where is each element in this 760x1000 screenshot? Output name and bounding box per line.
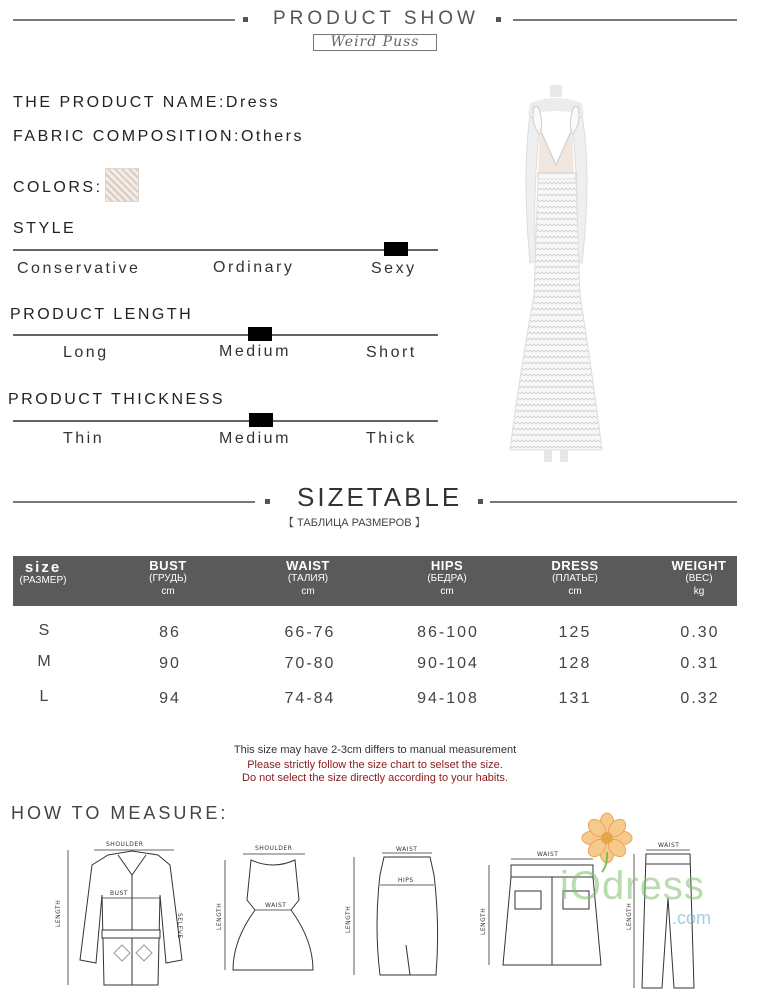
length-option-short: Short xyxy=(366,344,417,361)
th-size-ru: (РАЗМЕР) xyxy=(19,575,67,586)
th-weight-ru: (ВЕС) xyxy=(685,573,713,584)
sizetable-dot-left xyxy=(265,499,270,504)
header-dot-left xyxy=(243,17,248,22)
cell-weight: 0.30 xyxy=(680,624,720,641)
jacket-measure-diagram xyxy=(48,835,198,995)
th-dress-ru: (ПЛАТЬЕ) xyxy=(552,573,598,584)
fabric-row xyxy=(13,128,304,146)
cell-dress: 128 xyxy=(558,655,592,672)
cell-dress: 131 xyxy=(558,690,592,707)
dress-waist-label: WAIST xyxy=(265,902,287,909)
product-name-value: Dress xyxy=(225,94,281,111)
th-waist-ru: (ТАЛИЯ) xyxy=(287,573,329,584)
cell-size: L xyxy=(39,688,51,705)
mini-waist-label: WAIST xyxy=(537,851,559,858)
thickness-option-thin: Thin xyxy=(63,430,105,447)
cell-size: S xyxy=(38,622,52,639)
jacket-sleeve-label: SELEVE xyxy=(176,913,183,939)
skirt-length-label: LENGTH xyxy=(345,905,352,933)
color-swatch[interactable] xyxy=(105,168,139,202)
th-hips-main: HIPS xyxy=(430,558,464,573)
th-size xyxy=(13,561,73,587)
length-label: PRODUCT LENGTH xyxy=(10,306,194,323)
style-scale-line xyxy=(13,249,438,251)
header-dot-right xyxy=(496,17,501,22)
cell-waist: 70-80 xyxy=(284,655,336,672)
style-marker xyxy=(384,242,408,256)
page-title: PRODUCT SHOW xyxy=(273,8,479,29)
th-hips-unit: cm xyxy=(440,586,454,597)
th-bust-main: BUST xyxy=(149,558,187,573)
cell-hips: 86-100 xyxy=(417,624,479,641)
thickness-label: PRODUCT THICKNESS xyxy=(8,391,226,408)
style-option-conservative: Conservative xyxy=(17,260,141,277)
length-scale-line xyxy=(13,334,438,336)
trousers-waist-label: WAIST xyxy=(658,842,680,849)
style-label: STYLE xyxy=(13,220,77,237)
th-bust xyxy=(128,559,208,598)
th-bust-ru: (ГРУДЬ) xyxy=(149,573,187,584)
fabric-label: FABRIC COMPOSITION: xyxy=(13,128,241,145)
th-hips-ru: (БЕДРА) xyxy=(427,573,467,584)
style-option-ordinary: Ordinary xyxy=(213,259,295,276)
th-bust-unit: cm xyxy=(161,586,175,597)
warning-note-1: Please strictly follow the size chart to selset the size. xyxy=(247,759,503,771)
cell-weight: 0.32 xyxy=(680,690,720,707)
dress-measure-diagram xyxy=(215,840,315,985)
cell-bust: 86 xyxy=(159,624,181,641)
th-hips xyxy=(407,559,487,598)
mini-length-label: LENGTH xyxy=(480,907,487,935)
th-waist-main: WAIST xyxy=(286,558,330,573)
th-size-main: size xyxy=(24,559,62,576)
fabric-value: Others xyxy=(240,128,304,145)
th-weight xyxy=(661,559,737,598)
jacket-shoulder-label: SHOULDER xyxy=(106,841,144,848)
sizetable-dot-right xyxy=(478,499,483,504)
product-image xyxy=(500,85,610,470)
brand-watermark xyxy=(560,812,730,942)
product-name-label: THE PRODUCT NAME: xyxy=(13,94,226,111)
th-waist-unit: cm xyxy=(301,586,315,597)
th-dress xyxy=(535,559,615,598)
colors-label: COLORS: xyxy=(13,179,103,196)
brand-watermark-text: iOdress xyxy=(560,864,705,908)
size-table-header xyxy=(13,556,737,606)
how-to-measure-title: HOW TO MEASURE: xyxy=(11,803,229,823)
thickness-scale-line xyxy=(13,420,438,422)
cell-size: M xyxy=(37,653,53,670)
sizetable-rule-left xyxy=(13,501,255,503)
thickness-marker xyxy=(249,413,273,427)
cell-hips: 94-108 xyxy=(417,690,479,707)
sizetable-title: SIZETABLE xyxy=(297,482,463,512)
cell-dress: 125 xyxy=(558,624,592,641)
length-option-long: Long xyxy=(63,344,109,361)
th-weight-unit: kg xyxy=(693,586,705,597)
trousers-length-label: LENGTH xyxy=(626,902,633,930)
style-option-sexy: Sexy xyxy=(371,260,417,277)
skirt-measure-diagram xyxy=(340,845,450,985)
product-name-row xyxy=(13,94,280,112)
sizetable-rule-right xyxy=(490,501,737,503)
flower-logo-icon xyxy=(572,812,642,872)
jacket-length-label: LENGTH xyxy=(55,899,62,927)
dress-length-label: LENGTH xyxy=(216,902,223,930)
brand-subtitle: Weird Puss xyxy=(313,34,437,51)
th-dress-main: DRESS xyxy=(551,558,599,573)
th-weight-main: WEIGHT xyxy=(671,558,727,573)
length-marker xyxy=(248,327,272,341)
skirt-hips-label: HIPS xyxy=(398,877,414,884)
cell-bust: 94 xyxy=(159,690,181,707)
jacket-bust-label: BUST xyxy=(110,890,128,897)
header-rule-left xyxy=(13,19,235,21)
length-option-medium: Medium xyxy=(219,343,291,360)
dress-shoulder-label: SHOULDER xyxy=(255,845,293,852)
measurement-note: This size may have 2-3cm differs to manual measurement xyxy=(233,744,517,756)
cell-bust: 90 xyxy=(159,655,181,672)
cell-waist: 74-84 xyxy=(284,690,336,707)
warning-note-2: Do not select the size directly according to your habits. xyxy=(242,772,508,784)
header-rule-right xyxy=(513,19,737,21)
th-waist xyxy=(268,559,348,598)
cell-weight: 0.31 xyxy=(680,655,720,672)
thickness-option-thick: Thick xyxy=(366,430,417,447)
th-dress-unit: cm xyxy=(568,586,582,597)
sizetable-subtitle: 【 ТАБЛИЦА РАЗМЕРОВ 】 xyxy=(283,517,426,529)
cell-waist: 66-76 xyxy=(284,624,336,641)
brand-watermark-domain: .com xyxy=(672,908,712,928)
cell-hips: 90-104 xyxy=(417,655,479,672)
thickness-option-medium: Medium xyxy=(219,430,291,447)
skirt-waist-label: WAIST xyxy=(396,846,418,853)
